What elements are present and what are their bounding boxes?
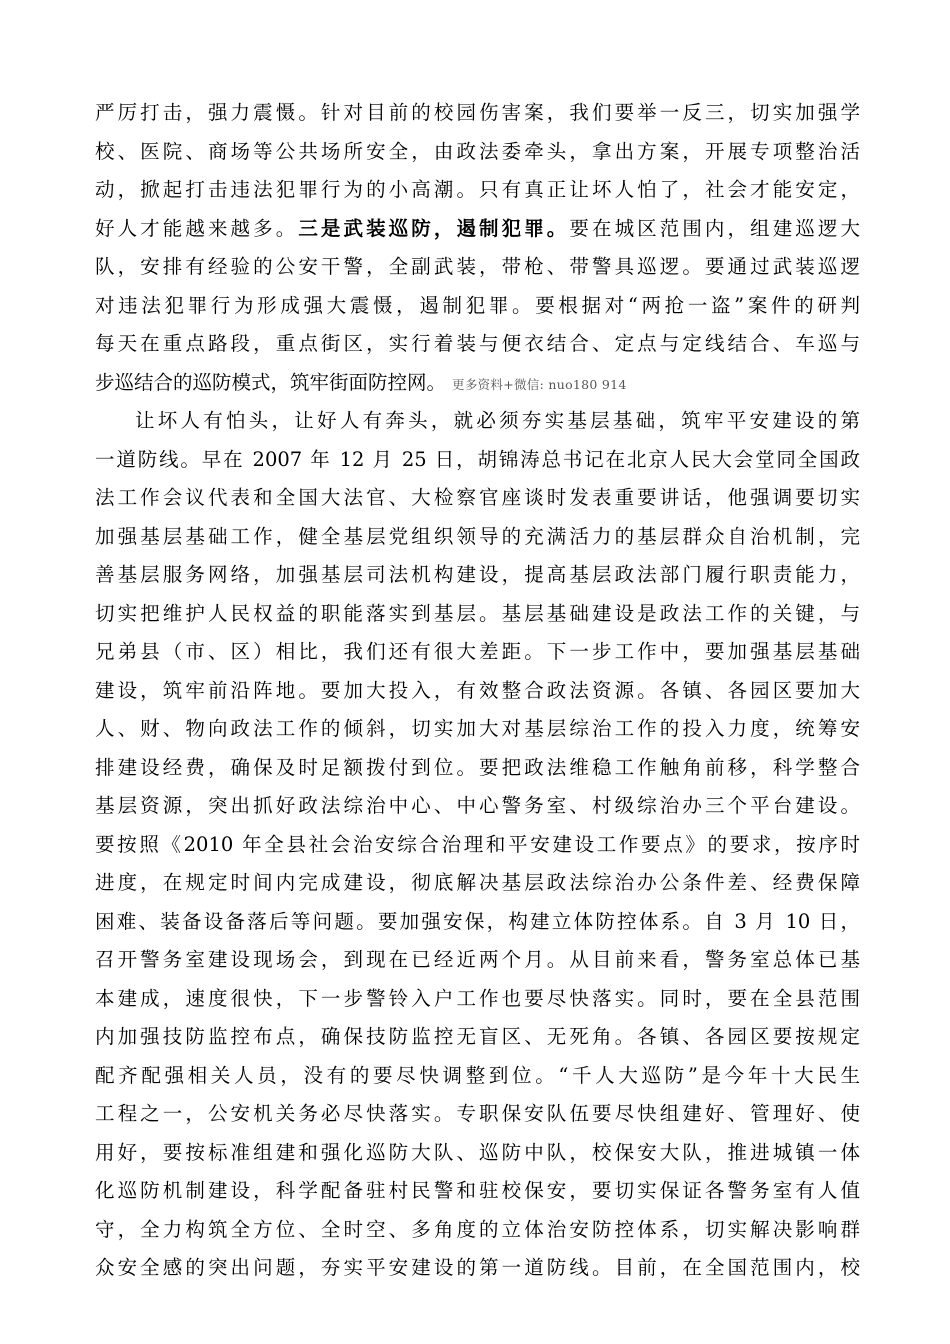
bold-heading: 三是武装巡防，遏制犯罪。: [298, 216, 570, 240]
text-line: 切实把维护人民权益的职能落实到基层。基层基础建设是政法工作的关键，与: [95, 601, 860, 625]
text-line: 每天在重点路段，重点街区，实行着装与便衣结合、定点与定线结合、车巡与: [95, 332, 860, 355]
paragraph-1: [95, 94, 860, 402]
text-line: 善基层服务网络，加强基层司法机构建设，提高基层政法部门履行职责能力，: [95, 563, 860, 586]
text-line: 用好，要按标准组建和强化巡防大队、巡防中队，校保安大队，推进城镇一体: [95, 1140, 860, 1164]
text-line: 配齐配强相关人员，没有的要尽快调整到位。“千人大巡防”是今年十大民生: [95, 1063, 860, 1087]
text-line: 要按照《2010 年全县社会治安综合治理和平安建设工作要点》的要求，按序时: [95, 832, 860, 856]
text-line: 困难、装备设备落后等问题。要加强安保，构建立体防控体系。自 3 月 10 日，: [95, 909, 860, 933]
text-segment: 要在城区范围内，组建巡逻大: [569, 216, 860, 240]
text-line: 本建成，速度很快，下一步警铃入户工作也要尽快落实。同时，要在全县范围: [95, 986, 860, 1010]
text-line: 校、医院、商场等公共场所安全，由政法委牵头，拿出方案，开展专项整治活: [95, 139, 860, 163]
text-segment: 好人才能越来越多。: [95, 216, 299, 240]
document-page: [95, 94, 860, 1288]
text-line: 让坏人有怕头，让好人有奔头，就必须夯实基层基础，筑牢平安建设的第: [135, 409, 860, 432]
text-line: 守，全力构筑全方位、全时空、多角度的立体治安防控体系，切实解决影响群: [95, 1217, 860, 1241]
text-line: [95, 364, 860, 403]
paragraph-2: [95, 402, 860, 1288]
text-line: 人、财、物向政法工作的倾斜，切实加大对基层综治工作的投入力度，统筹安: [95, 717, 860, 740]
text-line: 工程之一，公安机关务必尽快落实。专职保安队伍要尽快组建好、管理好、使: [95, 1102, 860, 1125]
text-segment: 步巡结合的巡防模式，筑牢街面防控网。: [95, 370, 447, 394]
text-line: 严厉打击，强力震慑。针对目前的校园伤害案，我们要举一反三，切实加强学: [95, 101, 860, 124]
text-line: 召开警务室建设现场会，到现在已经近两个月。从目前来看，警务室总体已基: [95, 948, 860, 971]
text-line: [95, 210, 860, 249]
watermark-note: 更多资料+微信: nuo180 914: [452, 376, 627, 392]
text-line: 兄弟县（市、区）相比，我们还有很大差距。下一步工作中，要加强基层基础: [95, 640, 860, 663]
text-line: 建设，筑牢前沿阵地。要加大投入，有效整合政法资源。各镇、各园区要加大: [95, 678, 860, 702]
text-line: 内加强技防监控布点，确保技防监控无盲区、无死角。各镇、各园区要按规定: [95, 1025, 860, 1048]
text-line: 加强基层基础工作，健全基层党组织领导的充满活力的基层群众自治机制，完: [95, 524, 860, 548]
text-line: 对违法犯罪行为形成强大震慑，遏制犯罪。要根据对“两抢一盗”案件的研判: [95, 293, 860, 317]
text-line: 化巡防机制建设，科学配备驻村民警和驻校保安，要切实保证各警务室有人值: [95, 1179, 860, 1202]
text-line: 进度，在规定时间内完成建设，彻底解决基层政法综治办公条件差、经费保障: [95, 871, 860, 894]
text-line: 基层资源，突出抓好政法综治中心、中心警务室、村级综治办三个平台建设。: [95, 794, 860, 817]
text-line: 法工作会议代表和全国大法官、大检察官座谈时发表重要讲话，他强调要切实: [95, 486, 860, 509]
text-line: 众安全感的突出问题，夯实平安建设的第一道防线。目前，在全国范围内，校: [95, 1256, 860, 1279]
text-line: 队，安排有经验的公安干警，全副武装，带枪、带警具巡逻。要通过武装巡逻: [95, 255, 860, 278]
text-line: 一道防线。早在 2007 年 12 月 25 日，胡锦涛总书记在北京人民大会堂同全国政: [95, 447, 860, 471]
text-line: 动，掀起打击违法犯罪行为的小高潮。只有真正让坏人怕了，社会才能安定，: [95, 178, 860, 201]
text-line: 排建设经费，确保及时足额拨付到位。要把政法维稳工作触角前移，科学整合: [95, 755, 860, 779]
